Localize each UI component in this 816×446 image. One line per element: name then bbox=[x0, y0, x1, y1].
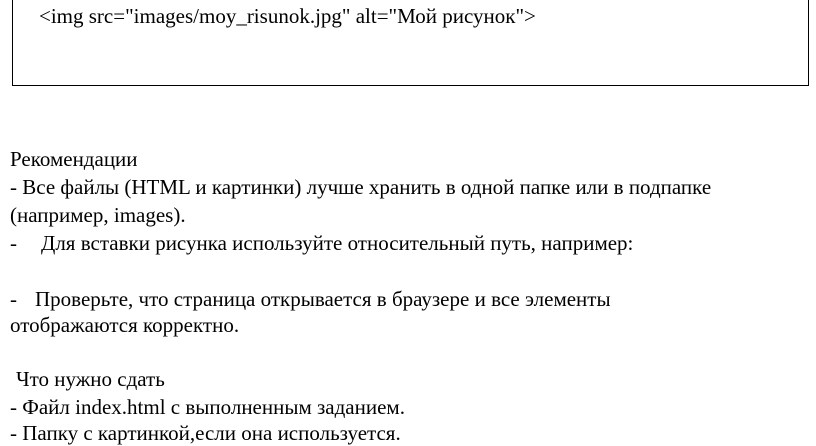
recommendation-item-3-line-2: отображаются корректно. bbox=[10, 313, 240, 337]
recommendation-item-3-dash: - bbox=[10, 287, 17, 311]
code-example-box bbox=[12, 0, 809, 86]
recommendation-item-1-line-2: (например, images). bbox=[10, 203, 186, 227]
code-example-text: <img src="images/moy_risunok.jpg" alt="Мой рисунок"> bbox=[39, 4, 536, 28]
submit-heading: Что нужно сдать bbox=[16, 367, 165, 391]
recommendation-item-3 bbox=[10, 286, 611, 312]
recommendation-item-1-line-1: - Все файлы (HTML и картинки) лучше хранить в одной папке или в подпапке bbox=[10, 175, 712, 199]
recommendation-item-3-text: Проверьте, что страница открывается в браузере и все элементы bbox=[35, 287, 611, 311]
recommendation-item-2 bbox=[10, 230, 633, 256]
submit-item-2: - Папку с картинкой,если она используется. bbox=[10, 421, 401, 445]
submit-item-1: - Файл index.html с выполненным заданием. bbox=[10, 395, 405, 419]
recommendation-item-2-dash: - bbox=[10, 231, 17, 255]
recommendation-item-2-text: Для вставки рисунка используйте относительный путь, например: bbox=[41, 231, 634, 255]
recommendations-heading: Рекомендации bbox=[10, 147, 138, 171]
